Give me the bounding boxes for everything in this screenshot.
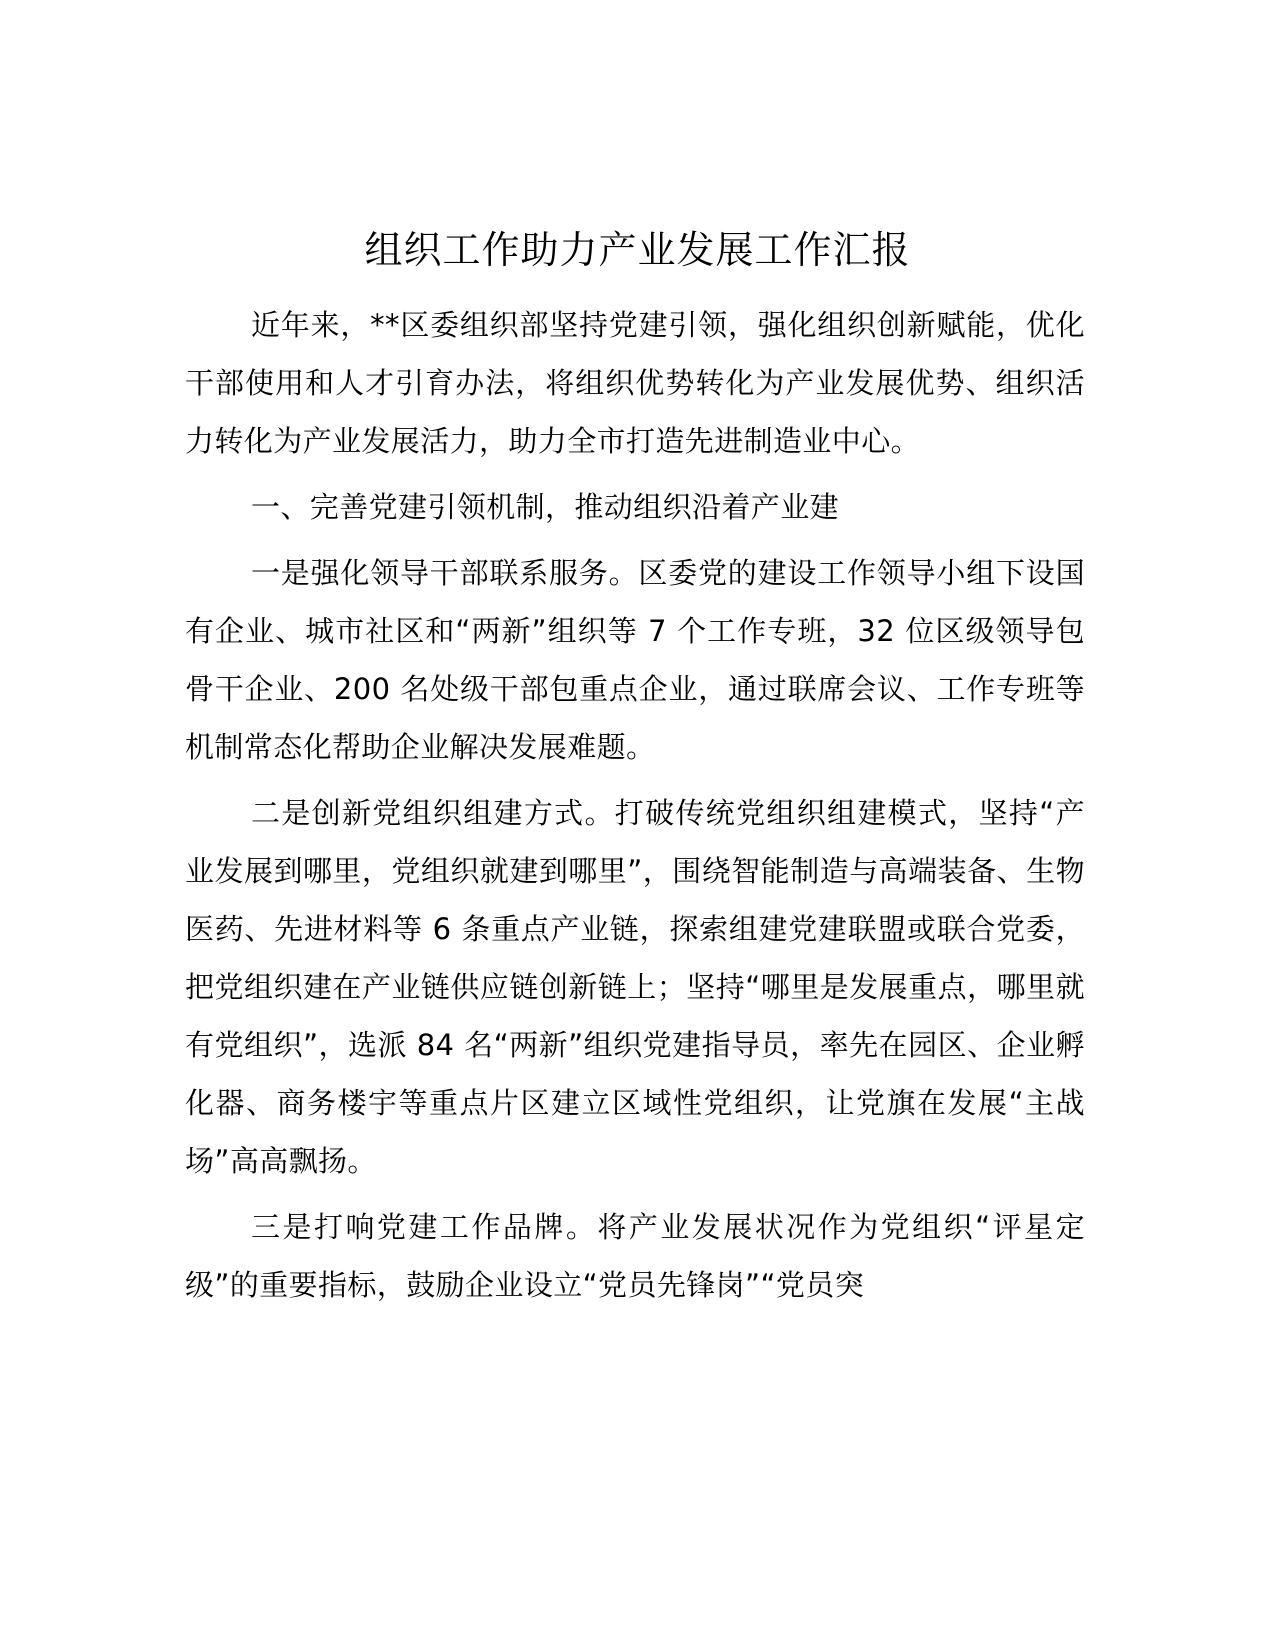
paragraph-organization-building: 二是创新党组织组建方式。打破传统党组织组建模式，坚持“产业发展到哪里，党组织就建到哪里”，围绕智能制造与高端装备、生物医药、先进材料等 6 条重点产业链，探索组建党建联盟或联合党委，把党组织建在产业链供应链创新链上；坚持“哪里是发展重点，哪里就有党组织”，选派 84 名“两新”组织党建指导员，率先在园区、企业孵化器、商务楼宇等重点片区建立区域性党组织，让党旗在发展“主战场”高高飘扬。 — [185, 796, 1085, 1178]
document-body — [185, 296, 1085, 1322]
document-title: 组织工作助力产业发展工作汇报 — [364, 228, 911, 272]
paragraph-leadership-liaison: 一是强化领导干部联系服务。区委党的建设工作领导小组下设国有企业、城市社区和“两新”组织等 7 个工作专班，32 位区级领导包骨干企业、200 名处级干部包重点企业，通过联席会议、工作专班等机制常态化帮助企业解决发展难题。 — [185, 556, 1085, 764]
section-heading-1: 一、完善党建引领机制，推动组织沿着产业建 — [251, 490, 840, 524]
paragraph-party-brand: 三是打响党建工作品牌。将产业发展状况作为党组织“评星定级”的重要指标，鼓励企业设立“党员先锋岗”“党员突 — [185, 1210, 1085, 1302]
intro-paragraph: 近年来，**区委组织部坚持党建引领，强化组织创新赋能，优化干部使用和人才引育办法，将组织优势转化为产业发展优势、组织活力转化为产业发展活力，助力全市打造先进制造业中心。 — [185, 308, 1085, 458]
